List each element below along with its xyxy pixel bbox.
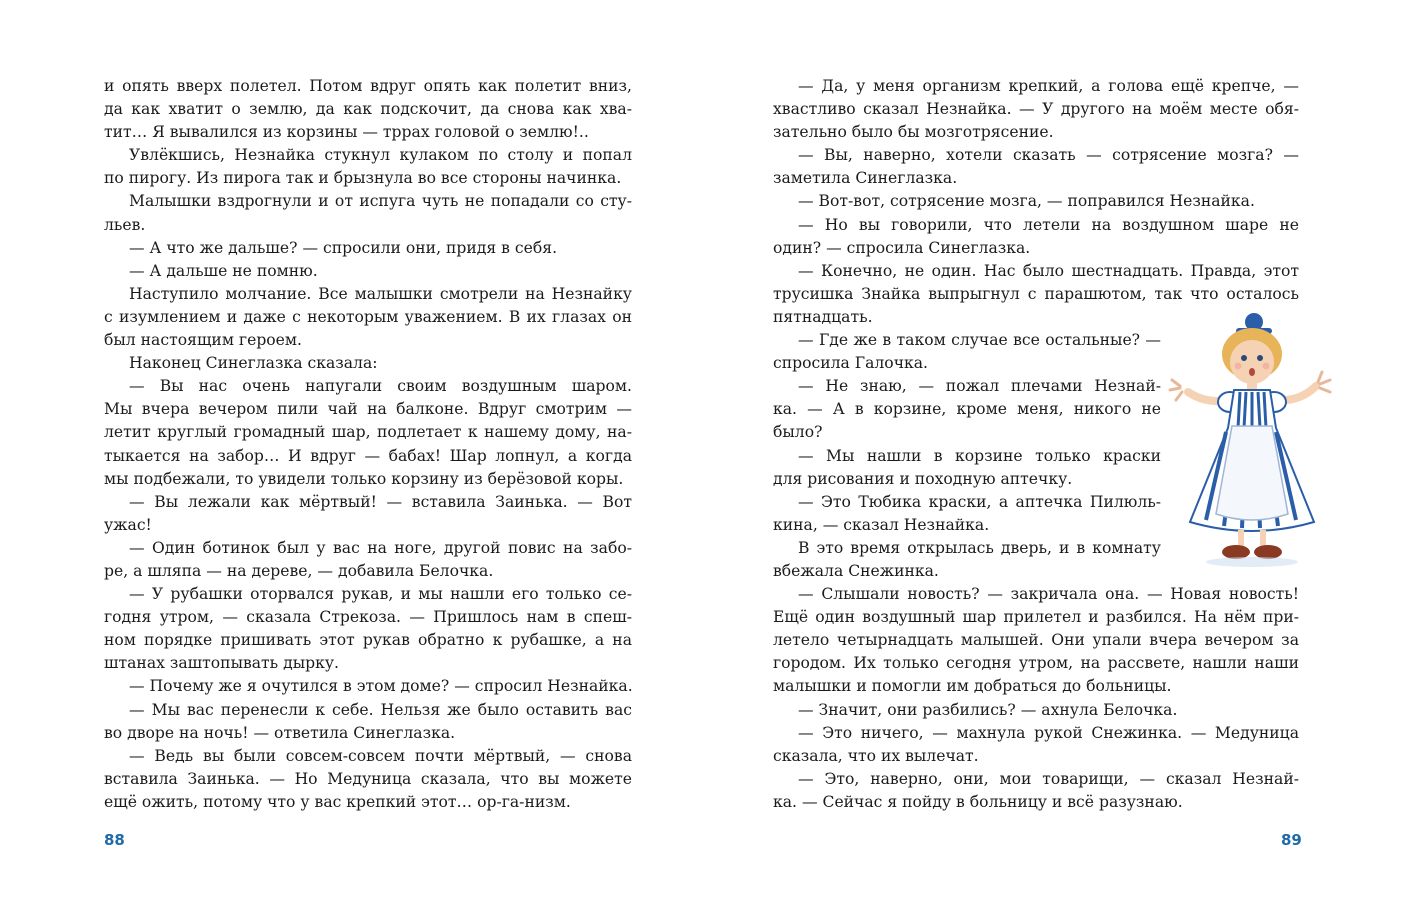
text-line: Ещё один воздушный шар прилетел и разбился. На нём при-	[773, 608, 1299, 627]
text-line: — Один ботинок был у вас на ноге, другой повис на забо-	[129, 538, 632, 557]
text-line: ка. — Сейчас я пойду в больницу и всё разузнаю.	[773, 792, 1183, 811]
text-line: Мы вчера вечером пили чай на балконе. Вдруг смотрим —	[104, 400, 632, 419]
text-line: пятнадцать.	[773, 307, 873, 326]
text-line: — Мы нашли в корзине только краски	[798, 446, 1161, 465]
text-line: ещё ожить, потому что у вас крепкий этот… ор-га-низм.	[104, 792, 571, 811]
text-line: — А что же дальше? — спросили они, придя в себя.	[129, 238, 558, 257]
text-line: заметила Синеглазка.	[773, 169, 958, 188]
text-line: — Где же в таком случае все остальные? —	[798, 331, 1161, 350]
page-number-right: 89	[1281, 831, 1302, 849]
text-line: было?	[773, 423, 823, 442]
text-line: — Вы, наверно, хотели сказать — сотрясение мозга? —	[798, 146, 1299, 165]
text-line: с изумлением и даже с некоторым уважением. В их глазах он	[104, 307, 632, 326]
text-line: — А дальше не помню.	[129, 261, 318, 280]
text-line: — Почему же я очутился в этом доме? — спросил Незнайка.	[129, 677, 633, 696]
text-line: — Ведь вы были совсем-совсем почти мёртвый, — снова	[129, 746, 632, 765]
text-line: вставила Заинька. — Но Медуница сказала, что вы можете	[104, 769, 632, 788]
text-line: спросила Галочка.	[773, 354, 929, 373]
text-line: трусишка Знайка выпрыгнул с парашютом, так что осталось	[773, 284, 1299, 303]
text-line: — Слышали новость? — закричала она. — Новая новость!	[798, 585, 1299, 604]
text-line: Наступило молчание. Все малышки смотрели на Незнайку	[129, 284, 632, 303]
text-line: во дворе на ночь! — ответила Синеглазка.	[104, 723, 456, 742]
text-line: тыкается на забор… И вдруг — бабах! Шар лопнул, а когда	[104, 446, 632, 465]
text-line: один? — спросила Синеглазка.	[773, 238, 1031, 257]
text-line: ном порядке пришивать этот рукав обратно к рубашке, а на	[104, 631, 632, 650]
text-line: льев.	[104, 215, 146, 234]
text-line: тит… Я вывалился из корзины — тррах головой о землю!..	[104, 123, 589, 142]
text-line: ка. — А в корзине, кроме меня, никого не	[773, 400, 1161, 419]
text-line: Малышки вздрогнули и от испуга чуть не попадали со сту-	[129, 192, 632, 211]
text-line: — Это Тюбика краски, а аптечка Пилюль-	[798, 492, 1161, 511]
text-line: — Вы лежали как мёртвый! — вставила Заинька. — Вот	[129, 492, 632, 511]
page-number-left: 88	[104, 831, 125, 849]
text-line: Наконец Синеглазка сказала:	[129, 354, 378, 373]
text-line: был настоящим героем.	[104, 331, 302, 350]
left-page-text	[104, 75, 632, 814]
text-line: В это время открылась дверь, и в комнату	[798, 538, 1161, 557]
text-line: ре, а шляпа — на дереве, — добавила Белочка.	[104, 561, 494, 580]
text-line: мы подбежали, то увидели только корзину из берёзовой коры.	[104, 469, 624, 488]
text-line: — Мы вас перенесли к себе. Нельзя же было оставить вас	[129, 700, 632, 719]
text-line: — Конечно, не один. Нас было шестнадцать. Правда, этот	[798, 261, 1299, 280]
text-line: городом. Их только сегодня утром, на рассвете, нашли наши	[773, 654, 1299, 673]
text-line: кина, — сказал Незнайка.	[773, 515, 990, 534]
text-line: годня утром, — сказала Стрекоза. — Пришлось нам в спеш-	[104, 608, 632, 627]
text-line: — Это ничего, — махнула рукой Снежинка. — Медуница	[798, 723, 1299, 742]
text-line: штанах заштопывать дырку.	[104, 654, 340, 673]
text-line: — Да, у меня организм крепкий, а голова ещё крепче, —	[798, 77, 1299, 95]
text-line: да как хватит о землю, да как подскочит, да снова как хва-	[104, 100, 632, 119]
text-line: — Не знаю, — пожал плечами Незнай-	[798, 377, 1161, 396]
text-line: и опять вверх полетел. Потом вдруг опять как полетит вниз,	[104, 77, 632, 95]
text-line: малышки и помогли им добраться до больницы.	[773, 677, 1172, 696]
text-line: летит круглый громадный шар, подлетает к нашему дому, на-	[104, 423, 632, 442]
text-line: ужас!	[104, 515, 152, 534]
text-line: — У рубашки оторвался рукав, и мы нашли его только се-	[129, 585, 632, 604]
text-line: по пирогу. Из пирога так и брызнула во все стороны начинка.	[104, 169, 622, 188]
text-line: — Но вы говорили, что летели на воздушном шаре не	[798, 215, 1299, 234]
text-line: для рисования и походную аптечку.	[773, 469, 1073, 488]
text-line: зательно было бы мозготрясение.	[773, 123, 1054, 142]
text-line: вбежала Снежинка.	[773, 561, 939, 580]
text-line: сказала, что их вылечат.	[773, 746, 979, 765]
text-line: хвастливо сказал Незнайка. — У другого на моём месте обя-	[773, 100, 1299, 119]
girl-illustration	[1166, 308, 1338, 570]
text-line: — Значит, они разбились? — ахнула Белочка.	[798, 700, 1178, 719]
text-line: — Вы нас очень напугали своим воздушным шаром.	[129, 377, 632, 396]
text-line: — Вот-вот, сотрясение мозга, — поправился Незнайка.	[798, 192, 1255, 211]
text-line: — Это, наверно, они, мои товарищи, — сказал Незнай-	[798, 769, 1299, 788]
text-line: летело четырнадцать малышей. Они упали вчера вечером за	[773, 631, 1299, 650]
text-line: Увлёкшись, Незнайка стукнул кулаком по столу и попал	[129, 146, 632, 165]
